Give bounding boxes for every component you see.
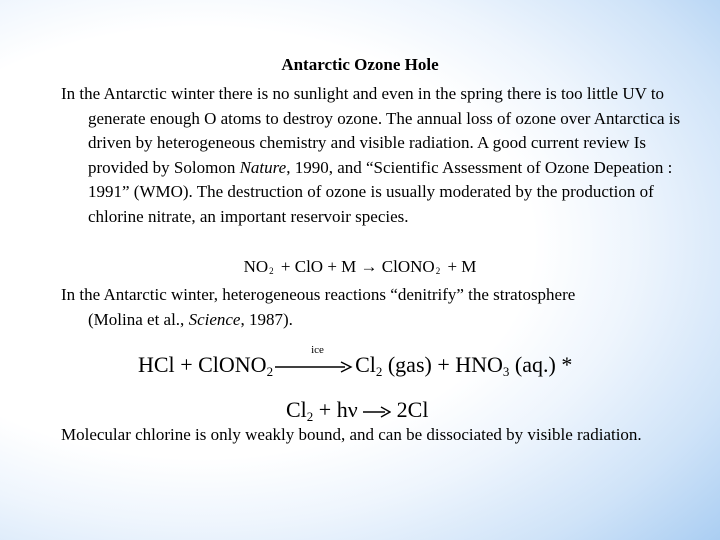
heterogeneous-reaction <box>138 343 573 380</box>
subscript: 2 <box>306 409 314 424</box>
product-cl2: Cl <box>355 352 376 377</box>
arrow-label-ice: ice <box>311 343 324 356</box>
product-state: (aq.) * <box>509 352 573 377</box>
equation-term: NO <box>243 257 269 276</box>
reactant-hcl: HCl <box>138 352 175 377</box>
subscript: 2 <box>375 364 383 379</box>
journal-name: Nature <box>239 157 287 177</box>
paragraph-text: In the Antarctic winter, heterogeneous reactions “denitrify” the stratosphere (Molina et al., <box>61 285 576 329</box>
paragraph-antarctic-winter <box>61 82 698 229</box>
journal-name: Science <box>188 309 241 329</box>
paragraph-text: , 1987). <box>240 309 293 329</box>
equation-subscript: 2 <box>435 266 441 276</box>
slide-title: Antarctic Ozone Hole <box>281 55 439 74</box>
photon-term: + hν <box>313 397 364 422</box>
product-state: (gas) + <box>382 352 456 377</box>
right-arrow-icon <box>363 405 391 419</box>
chlorine-nitrate-equation <box>0 255 720 283</box>
product-2cl: 2Cl <box>391 397 429 422</box>
product-hno3: HNO <box>455 352 503 377</box>
equation-term: + ClO + M → ClONO <box>276 257 435 276</box>
reactant-clono2: ClONO <box>198 352 267 377</box>
paragraph-text: In the Antarctic winter there is no sunlight and even in the spring there is too little UV to generate enough O atoms to destroy ozone. The annual loss of ozone over Antarctica is driven by heterogeneous chemistry and visible radiation. A good current review Is provided by Solomon <box>61 84 681 177</box>
plus-sign: + <box>174 352 199 377</box>
paragraph-molecular-chlorine: Molecular chlorine is only weakly bound, and can be dissociated by visible radiation. <box>61 425 642 444</box>
subscript: 2 <box>266 364 274 379</box>
right-arrow-icon <box>275 360 353 374</box>
paragraph-text: , 1990, and “Scientific Assessment of Ozone Depeation : 1991” (WMO). The destruction of ozone is usually moderated by the production of chlorine nitrate, an important reservoir species. <box>88 157 673 226</box>
equation-term: + M <box>443 257 477 276</box>
photolysis-reaction <box>286 397 428 425</box>
paragraph-denitrify <box>61 283 608 332</box>
subscript: 3 <box>502 364 510 379</box>
reaction-arrow <box>275 343 353 378</box>
equation-subscript: 2 <box>269 266 274 276</box>
reactant-cl2: Cl <box>286 397 307 422</box>
